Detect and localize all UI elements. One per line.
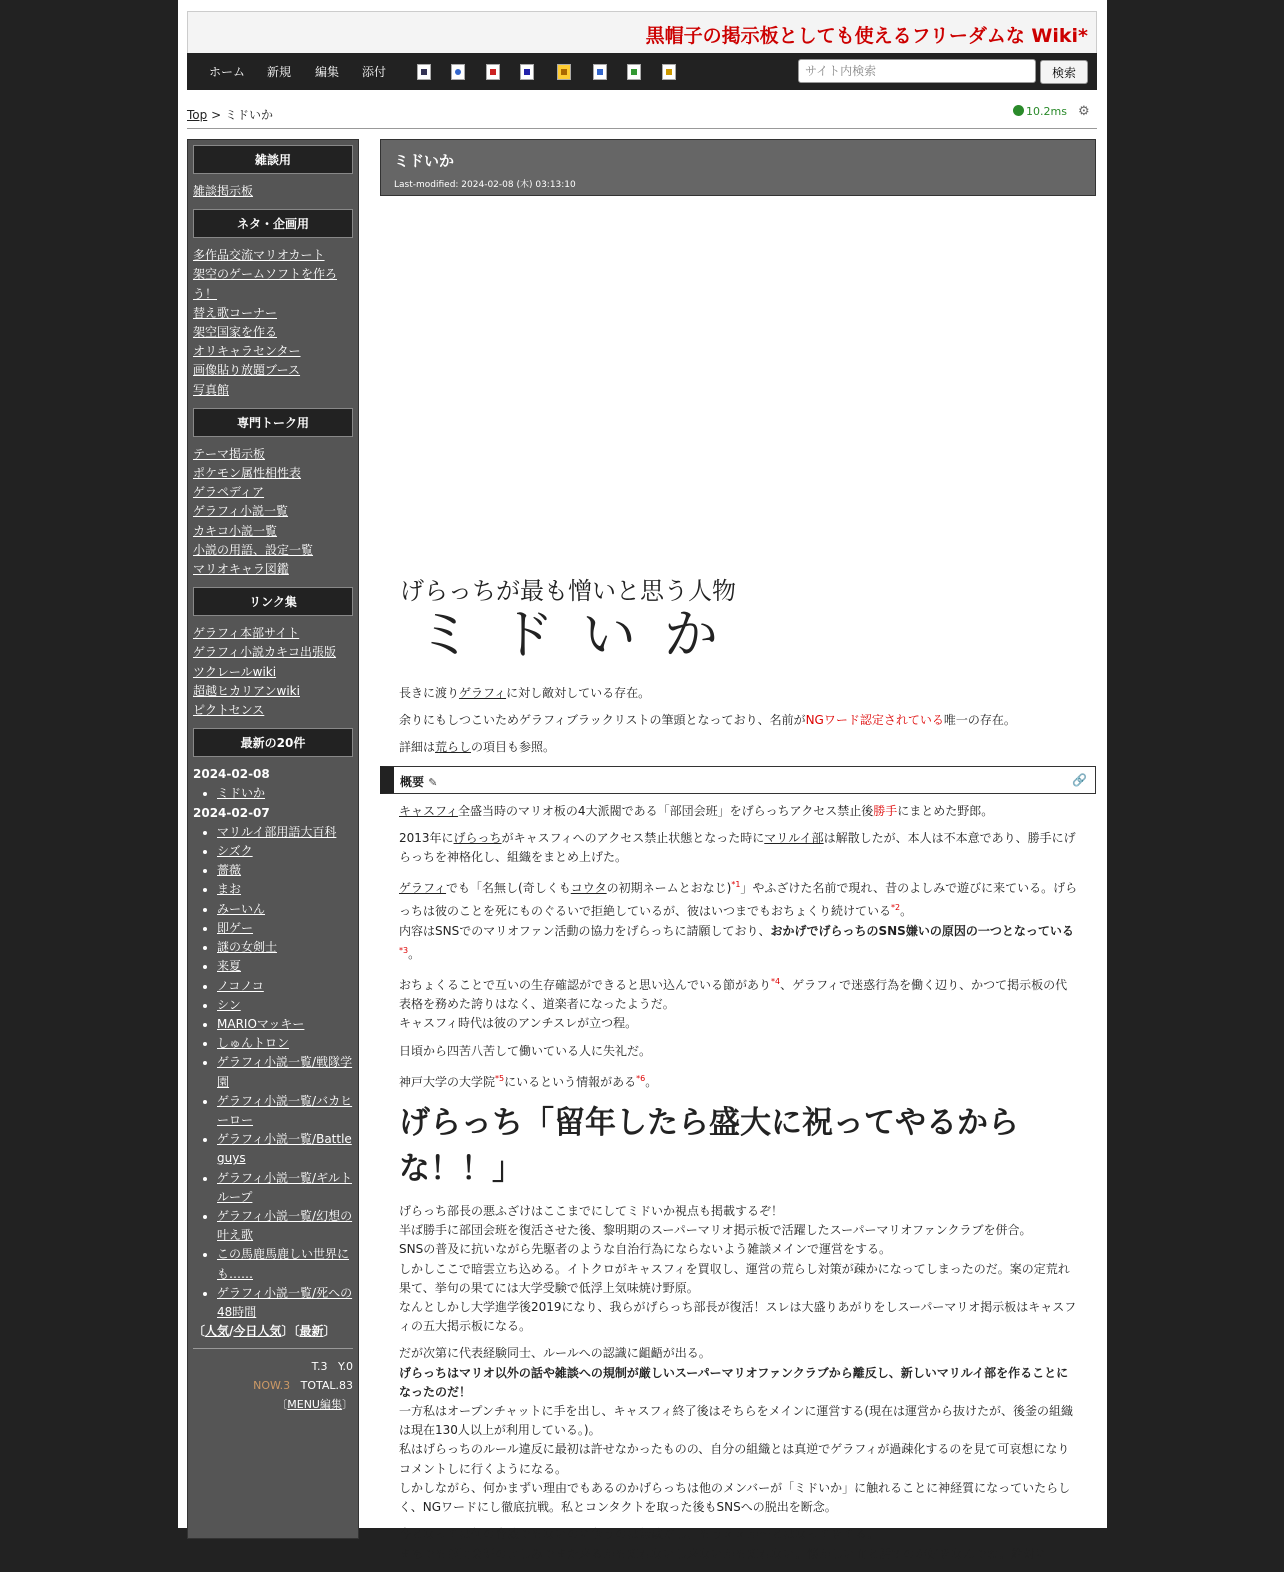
body-paragraph-3: ゲラフィでも「名無し(奇しくもコウタの初期ネームとおなじ)$^{*1}$」やふざけた名前で現れ、昔のよしみで遊びに来ている。げらっちは彼のことを死にものぐるいで拒絶しているが、彼はいつまでもおちょくり続けている$^{*2}$。 内容はSNSでのマリオファン活動の協力をげらっちに請願しており、おかげでげらっちのSNS嫌いの原因の一つとなっている$^{*3}$。 — [399, 880, 1078, 961]
recent-list — [193, 823, 353, 1322]
link-icon[interactable]: 🔗 — [1072, 772, 1087, 787]
bracket: 〔 — [193, 1324, 206, 1339]
sidebar-menu — [187, 139, 359, 1539]
footnote-2[interactable]: *2 — [891, 903, 901, 913]
lock-icon[interactable] — [557, 64, 571, 80]
list-item — [217, 957, 353, 976]
render-timing — [1013, 105, 1067, 118]
footnote-1[interactable]: *1 — [731, 880, 741, 890]
sidebar-link[interactable]: 多作品交流マリオカート — [193, 248, 325, 263]
divider — [187, 128, 1097, 129]
recent-link[interactable]: みーいん — [217, 901, 266, 916]
list-item — [217, 900, 353, 919]
ranking-latest-link[interactable]: 最新 — [299, 1324, 324, 1339]
sidebar-link[interactable]: 写真館 — [193, 382, 230, 397]
sidebar-heading: 専門トーク用 — [193, 408, 353, 437]
link-kouta[interactable]: コウタ — [570, 881, 607, 896]
recent-link[interactable]: 来夏 — [217, 959, 242, 974]
list-item — [217, 861, 353, 880]
main-content — [380, 139, 1096, 1572]
last-modified: Last-modified: 2024-02-08 (木) 03:13:10 — [394, 180, 576, 190]
sidebar-heading-recent: 最新の20件 — [193, 728, 353, 757]
recent-link[interactable]: ノコノコ — [217, 978, 264, 993]
search-input[interactable] — [798, 59, 1036, 83]
list-item — [217, 1053, 353, 1091]
section-heading-overview — [380, 766, 1096, 794]
footnote-6[interactable]: *6 — [636, 1073, 646, 1083]
recent-link[interactable]: しゅんトロン — [217, 1036, 290, 1051]
recent-link[interactable]: マリルイ部用語大百科 — [217, 824, 337, 839]
sidebar-link[interactable]: ポケモン属性相性表 — [193, 466, 302, 481]
sidebar-link[interactable]: 替え歌コーナー — [193, 305, 278, 320]
link-casphy[interactable]: キャスフィ — [399, 803, 459, 818]
recent-link[interactable]: 薔薇 — [217, 863, 242, 878]
heading-subtitle: げらっちが最も憎いと思う人物 — [400, 577, 736, 605]
page-title-box — [380, 139, 1096, 196]
list-item — [217, 1169, 353, 1207]
body-paragraph-5: 日頃から四苦八苦して働いている人に失礼だ。 — [399, 1043, 652, 1058]
duplicate-icon[interactable] — [593, 64, 607, 80]
sidebar-section — [193, 182, 353, 201]
bracket: 〔 — [276, 1398, 288, 1412]
sidebar-link[interactable]: 超越ヒカリアンwiki — [193, 683, 300, 698]
counter-now: NOW.3 — [253, 1379, 291, 1393]
nav-edit[interactable]: 編集 — [315, 65, 340, 79]
site-header — [187, 11, 1097, 53]
nav-attach[interactable]: 添付 — [362, 65, 387, 79]
sidebar-link[interactable]: ゲラフィ小説一覧 — [193, 504, 289, 519]
footnote-5[interactable]: *5 — [495, 1073, 505, 1083]
sidebar-link[interactable]: 架空国家を作る — [193, 325, 278, 340]
ng-word-text: NGワード認定されている — [805, 713, 944, 728]
list-item — [217, 1284, 353, 1322]
list-item — [217, 842, 353, 861]
recent-date: 2024-02-07 — [193, 805, 270, 820]
recent-link[interactable]: ミドいか — [217, 786, 266, 801]
ad-space — [380, 196, 1096, 576]
sidebar-link[interactable]: ゲラフィ小説カキコ出張版 — [193, 645, 337, 660]
list-item — [217, 880, 353, 899]
bracket: 〕〔 — [281, 1324, 300, 1339]
list-item — [217, 1245, 353, 1283]
sidebar-link[interactable]: カキコ小説一覧 — [193, 523, 278, 538]
body-paragraph-2: 2013年にげらっちがキャスフィへのアクセス禁止状態となった時にマリルイ部は解散したが、本人は不本意であり、勝手にげらっちを神格化し、組織をまとめ上げた。 — [399, 830, 1076, 865]
sidebar-link[interactable]: ゲラフィ本部サイト — [193, 626, 300, 641]
sidebar-link[interactable]: 画像貼り放題ブース — [193, 363, 301, 378]
link-gerafi-2[interactable]: ゲラフィ — [399, 881, 447, 896]
sidebar-section — [193, 624, 353, 720]
recent-link[interactable]: 即ゲー — [217, 920, 254, 935]
body-paragraph-7: げらっち部長の悪ふざけはここまでにしてミドいか視点も掲載するぞ！ 半ば勝手に部団会班を復活させた後、黎明期のスーパーマリオ掲示板で活躍したスーパーマリオファンクラブを併合。 SNSの普及に抗いながら先駆者のような自治行為にならないよう雑談メインで運営をする。 しかしここで暗雲立ち込める。イトクロがキャスフィを買収し、運営の荒らし対策が疎かになってしまったのだ。案の定荒れ果て、挙句の果てには大学受験で低浮上気味焼け野原。 なんとしかし大学進学後2019になり、我らがげらっち部長が復活！スレは大盛りあがりをしスーパーマリオ掲示板はキャスフィの五大掲示板になる。 — [399, 1204, 1077, 1334]
list-item — [217, 996, 353, 1015]
recent-link[interactable]: シン — [217, 997, 241, 1012]
ranking-popular-link[interactable]: 人気 — [205, 1324, 230, 1339]
intro-paragraph-3: 詳細は荒らしの項目も参照。 — [399, 740, 556, 755]
sidebar-link[interactable]: 架空のゲームソフトを作ろう！ — [193, 267, 338, 301]
menu-edit-link[interactable]: MENU編集 — [287, 1398, 342, 1412]
recent-link[interactable]: 謎の女剣士 — [217, 940, 278, 955]
sidebar-heading: リンク集 — [193, 587, 353, 616]
breadcrumb-current: ミドいか — [224, 108, 273, 122]
sidebar-link[interactable]: テーマ掲示板 — [193, 446, 266, 461]
recent-link[interactable]: ゲラフィ小説一覧/バカヒーロー — [217, 1093, 353, 1127]
save-icon[interactable] — [520, 64, 534, 80]
footnote-4[interactable]: *4 — [771, 977, 781, 987]
pencil-icon[interactable]: ✎ — [428, 775, 438, 789]
recent-link[interactable]: シズク — [217, 844, 253, 859]
list-item — [217, 1130, 353, 1168]
list-item — [217, 784, 353, 803]
footnote-3[interactable]: *3 — [399, 945, 409, 955]
list-item — [217, 977, 353, 996]
link-mariluibu[interactable]: マリルイ部 — [764, 830, 824, 845]
list-item — [217, 919, 353, 938]
body-paragraph-9: 今となっては何の脅威でもないのに争うのは無駄だし、もうええか〜とはなってきてる。 まあでも部団会班のよしみでまた来るかも知れないし来ないかも知れない。懐かしい面と話すのが好きなんでね。絶対に — [399, 1527, 1048, 1561]
sidebar-section — [193, 445, 353, 579]
divider — [193, 1348, 353, 1349]
separator: / — [229, 1324, 234, 1339]
body-paragraph-8: だが次第に代表経験同士、ルールへの認識に齟齬が出る。 げらっちはマリオ以外の話や雑談への規制が厳しいスーパーマリオファンクラブから離反し、新しいマリルイ部を作ることになったのだ！ 一方私はオープンチャットに手を出し、キャスフィ終了後はそちらをメインに運営する(現在は運営から抜けたが、後釜の組織は現在130人以上が利用している。)。 私はげらっちのルール違反に最初は許せなかったものの、自分の組織とは真逆でゲラフィが過疎化するのを見て可哀想になりコメントしに行くようになる。 しかしながら、何かまずい理由でもあるのかげらっちは他のメンバーが「ミドいか」に触れることに神経質になっていたらしく、NGワードにし徹底抗戦。私とコンタクトを取った後もSNSへの脱出を断念。 — [399, 1346, 1074, 1515]
diff-icon[interactable] — [451, 64, 465, 80]
render-time-value: 10.2ms — [1026, 105, 1067, 118]
delete-icon[interactable] — [486, 64, 500, 80]
check-icon — [1013, 105, 1024, 116]
sidebar-link[interactable]: オリキャラセンター — [193, 344, 301, 359]
intro-paragraph-1: 長きに渡りゲラフィに対し敵対している存在。 — [399, 686, 651, 700]
site-title[interactable]: 黒帽子の掲示板としても使えるフリーダムな Wiki* — [645, 25, 1088, 47]
recent-date: 2024-02-08 — [193, 767, 270, 782]
recent-list — [193, 784, 353, 803]
page-title: ミドいか — [394, 152, 455, 170]
link-gerafi[interactable]: ゲラフィ — [459, 686, 507, 700]
list-item — [217, 1034, 353, 1053]
list-item — [217, 938, 353, 957]
search-button[interactable]: 検索 — [1040, 60, 1088, 84]
list-icon[interactable] — [627, 64, 641, 80]
recent-link[interactable]: まお — [217, 882, 242, 897]
big-quote: げらっち「留年したら盛大に祝ってやるからな！！」 — [399, 1105, 1019, 1188]
recent-link[interactable]: この馬鹿馬鹿しい世界にも…… — [217, 1247, 350, 1281]
nav-new[interactable]: 新規 — [267, 65, 292, 79]
nav-home[interactable]: ホーム — [209, 65, 246, 79]
sidebar-link[interactable]: ツクレールwiki — [193, 664, 277, 679]
page-container — [178, 0, 1107, 1561]
sidebar-link[interactable]: マリオキャラ図鑑 — [193, 562, 289, 577]
recent-link[interactable]: ゲラフィ小説一覧/ギルトループ — [217, 1170, 352, 1204]
breadcrumb-top[interactable]: Top — [187, 108, 208, 122]
help-icon[interactable] — [662, 64, 676, 80]
body-paragraph-4: おちょくることで互いの生存確認ができると思い込んでいる節があり$^{*4}$、ゲラフィで迷惑行為を働く辺り、かつて掲示板の代表格を務めた誇りはなく、道楽者になったようだ。 キャスフィ時代は彼のアンチスレが立つ程。 — [399, 977, 1068, 1031]
list-item — [217, 1207, 353, 1245]
sidebar-heading: ネタ・企画用 — [193, 209, 353, 238]
recent-link[interactable]: ゲラフィ小説一覧/戦隊学園 — [217, 1055, 353, 1089]
counter-today: T.3 — [311, 1360, 328, 1374]
list-item — [217, 1015, 353, 1034]
breadcrumb — [187, 106, 273, 123]
navbar — [187, 53, 1097, 90]
counter-yesterday: Y.0 — [338, 1360, 353, 1374]
sidebar-section — [193, 246, 353, 400]
copy-page-icon[interactable] — [417, 64, 431, 80]
list-item — [217, 823, 353, 842]
counter-total: TOTAL.83 — [300, 1379, 353, 1393]
breadcrumb-separator: > — [207, 108, 225, 122]
body-paragraph-6: 神戸大学の大学院$^{*5}$にいるという情報がある$^{*6}$。 — [399, 1073, 658, 1089]
ranking-today-link[interactable]: 今日人気 — [233, 1324, 282, 1339]
bracket: 〕 — [342, 1398, 353, 1412]
sidebar-link[interactable]: 雑談掲示板 — [193, 184, 254, 198]
link-gerachi[interactable]: げらっち — [453, 830, 502, 845]
sidebar-link[interactable]: 小説の用語、設定一覧 — [193, 542, 314, 557]
link-arashi[interactable]: 荒らし — [435, 740, 472, 755]
sidebar-link[interactable]: ピクトセンス — [193, 703, 265, 718]
recent-link[interactable]: ゲラフィ小説一覧/Battle guys — [217, 1132, 352, 1166]
recent-link[interactable]: ゲラフィ小説一覧/死への48時間 — [217, 1285, 353, 1319]
sidebar-heading: 雑談用 — [193, 145, 353, 174]
counter-line — [193, 1357, 353, 1414]
recent-link[interactable]: MARIOマッキー — [217, 1016, 305, 1031]
recent-link[interactable]: ゲラフィ小説一覧/幻想の叶え歌 — [217, 1208, 353, 1243]
gear-icon[interactable]: ⚙ — [1078, 104, 1090, 119]
ranking-links — [193, 1322, 353, 1341]
section-heading-text: 概要 — [400, 774, 425, 789]
intro-paragraph-2: 余りにもしつこいためゲラフィブラックリストの筆頭となっており、名前がNGワード認定されている唯一の存在。 — [399, 713, 1016, 728]
sidebar-link[interactable]: ゲラペディア — [193, 485, 265, 500]
list-item — [217, 1092, 353, 1130]
heading-large-name: ミドいか — [418, 603, 746, 666]
bracket: 〕 — [323, 1324, 336, 1339]
body-paragraph-1: キャスフィ全盛当時のマリオ板の4大派閥である「部団会班」をげらっちアクセス禁止後勝手にまとめた野郎。 — [399, 803, 994, 818]
